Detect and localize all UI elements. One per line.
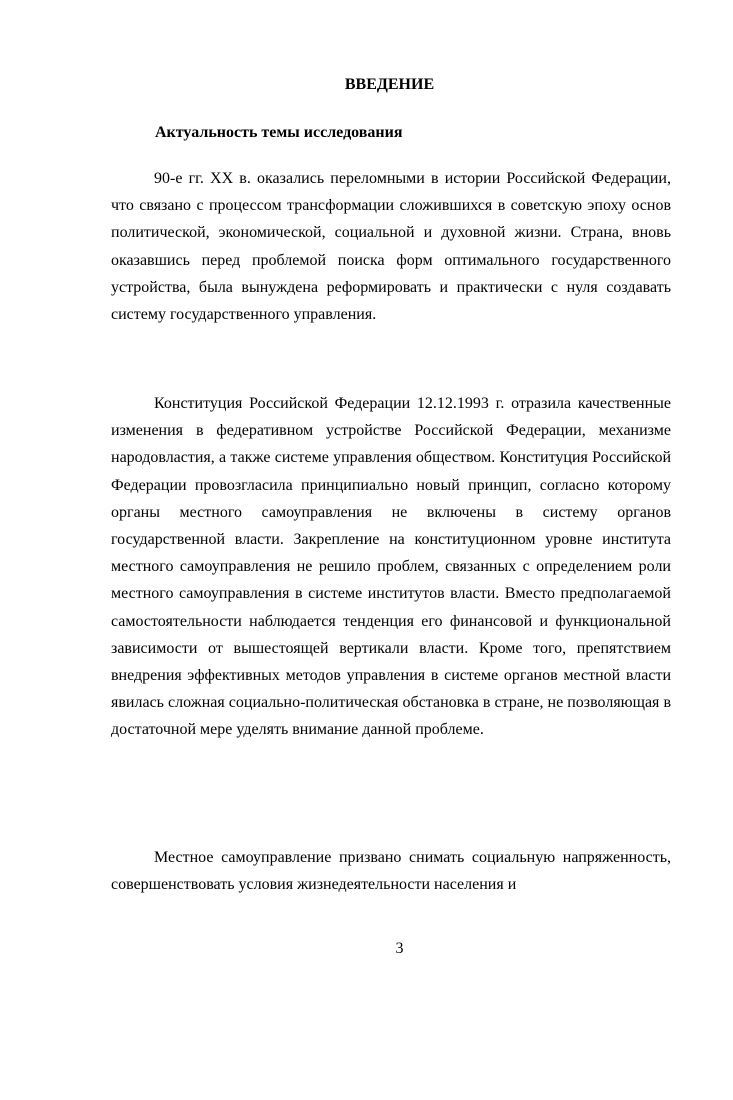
paragraph-1: 90-е гг. XX в. оказались переломными в истории Российской Федерации, что связано с процессом трансформации сложившихся в советскую эпоху основ политической, экономической, социальной и духовной жизни. Страна, вновь оказавшись перед проблемой поиска форм оптимального государственного устройства, была вынуждена реформировать и практически с нуля создавать систему государственного управления. <box>111 170 671 324</box>
paragraph-2: Конституция Российской Федерации 12.12.1993 г. отразила качественные изменения в федеративном устройстве Российской Федерации, механизме народовластия, а также системе управления обществом. Конституция Российской Федерации провозгласила принципиально новый принцип, согласно которому органы местного самоуправления не включены в систему органов государственной власти. Закрепление на конституционном уровне института местного самоуправления не решило проблем, связанных с определением роли местного самоуправления в системе институтов власти. Вместо предполагаемой самостоятельности наблюдается тенденция его финансовой и функциональной зависимости от вышестоящей вертикали власти. Кроме того, препятствием внедрения эффективных методов управления в системе органов местной власти явилась сложная социально-политическая обстановка в стране, не позволяющая в достаточной мере уделять внимание данной проблеме. <box>111 395 671 739</box>
subsection-heading: Актуальность темы исследования <box>155 124 403 141</box>
section-heading: ВВЕДЕНИЕ <box>344 76 435 93</box>
page-number: 3 <box>395 940 404 957</box>
paragraph-3: Местное самоуправление призвано снимать социальную напряженность, совершенствовать условия жизнедеятельности населения и <box>111 849 671 894</box>
